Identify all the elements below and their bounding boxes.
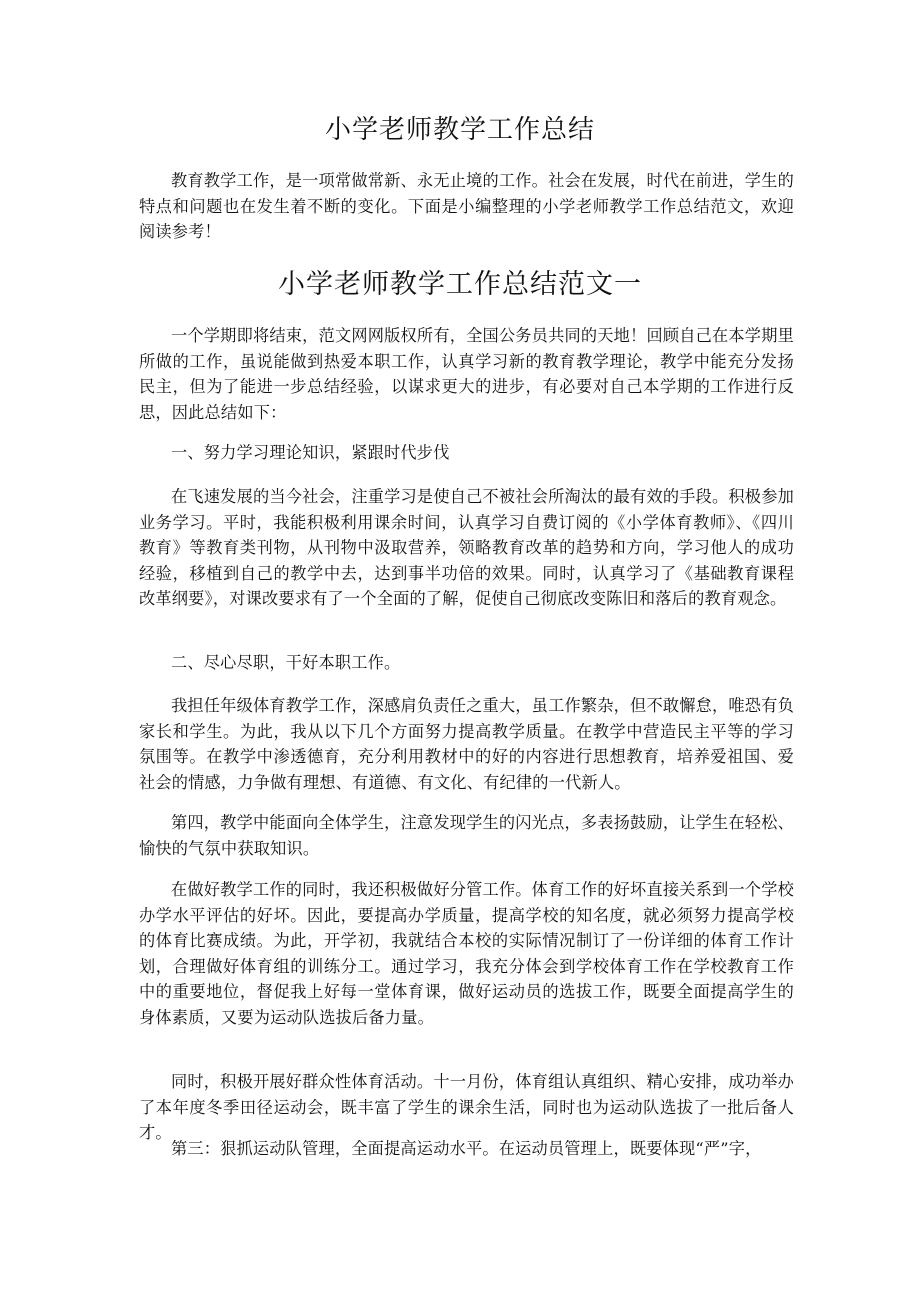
body-paragraph-4: 第四，教学中能面向全体学生，注意发现学生的闪光点，多表扬鼓励，让学生在轻松、愉快的气氛中获取知识。 xyxy=(139,813,794,858)
section-title: 小学老师教学工作总结范文一 xyxy=(278,269,642,300)
body-paragraph-7: 第三：狠抓运动队管理，全面提高运动水平。在运动员管理上，既要体现“严”字， xyxy=(171,1139,762,1158)
intro-paragraph: 教育教学工作，是一项常做常新、永无止境的工作。社会在发展，时代在前进，学生的特点和问题也在发生着不断的变化。下面是小编整理的小学老师教学工作总结范文，欢迎阅读参考！ xyxy=(139,171,794,242)
body-paragraph-1: 一个学期即将结束，范文网网版权所有，全国公务员共同的天地！回顾自己在本学期里所做的工作，虽说能做到热爱本职工作，认真学习新的教育教学理论，教学中能充分发扬民主，但为了能进一步总结经验，以谋求更大的进步，有必要对自己本学期的工作进行反思，因此总结如下： xyxy=(139,326,794,422)
heading-paragraph-2: 二、尽心尽职，干好本职工作。 xyxy=(171,653,401,672)
body-paragraph-5: 在做好教学工作的同时，我还积极做好分管工作。体育工作的好坏直接关系到一个学校办学水平评估的好坏。因此，要提高办学质量，提高学校的知名度，就必须努力提高学校的体育比赛成绩。为此，开学初，我就结合本校的实际情况制订了一份详细的体育工作计划，合理做好体育组的训练分工。通过学习，我充分体会到学校体育工作在学校教育工作中的重要地位，督促我上好每一堂体育课，做好运动员的选拔工作，既要全面提高学生的身体素质，又要为运动队选拔后备力量。 xyxy=(139,880,794,1027)
heading-paragraph-1: 一、努力学习理论知识，紧跟时代步伐 xyxy=(171,443,450,462)
document-title: 小学老师教学工作总结 xyxy=(324,115,595,145)
body-paragraph-6: 同时，积极开展好群众性体育活动。十一月份，体育组认真组织、精心安排，成功举办了本年度冬季田径运动会，既丰富了学生的课余生活，同时也为运动队选拔了一批后备人才。 xyxy=(139,1072,794,1143)
body-paragraph-2: 在飞速发展的当今社会，注重学习是使自己不被社会所淘汰的最有效的手段。积极参加业务学习。平时，我能积极利用课余时间，认真学习自费订阅的《小学体育教师》、《四川教育》等教育类刊物，从刊物中汲取营养，领略教育改革的趋势和方向，学习他人的成功经验，移植到自己的教学中去，达到事半功倍的效果。同时，认真学习了《基础教育课程改革纲要》，对课改要求有了一个全面的了解，促使自己彻底改变陈旧和落后的教育观念。 xyxy=(139,487,794,609)
body-paragraph-3: 我担任年级体育教学工作，深感肩负责任之重大，虽工作繁杂，但不敢懈怠，唯恐有负家长和学生。为此，我从以下几个方面努力提高教学质量。在教学中营造民主平等的学习氛围等。在教学中渗透德育，充分利用教材中的好的内容进行思想教育，培养爱祖国、爱社会的情感，力争做有理想、有道德、有文化、有纪律的一代新人。 xyxy=(139,696,794,792)
